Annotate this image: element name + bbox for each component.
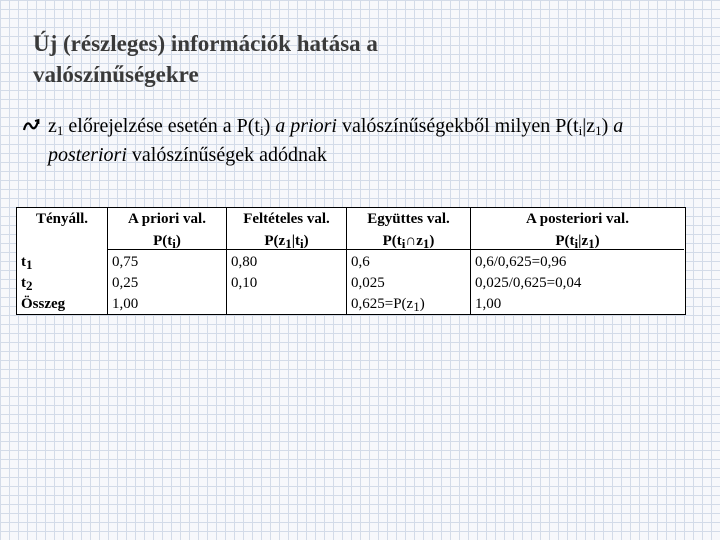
table-cell: 0,10 xyxy=(231,275,258,291)
table-cell: 0,025/0,625=0,04 xyxy=(475,275,582,291)
slide-title-line1: Új (részleges) információk hatása a xyxy=(33,31,378,56)
table-column-state xyxy=(17,208,108,314)
table-header: Együttes val. $P(t_i\cap z_1)$ xyxy=(347,208,470,250)
table-cells xyxy=(475,252,581,315)
table-cell: 0,25 xyxy=(112,275,139,291)
probability-table xyxy=(16,207,686,315)
table-cell: 1,00 xyxy=(112,296,139,312)
table-header: A priori val. $P(t_i)$ xyxy=(108,208,226,250)
table-header: Feltételes val. $P(z_1|t_i)$ xyxy=(227,208,346,250)
table-cell: $t_1$ xyxy=(21,254,33,272)
table-cell: 1,00 xyxy=(475,296,502,312)
table-header: A posteriori val. $P(t_i|z_1)$ xyxy=(471,208,684,250)
table-cell: 0,6 xyxy=(351,254,370,270)
table-cell: Összeg xyxy=(21,296,66,312)
table-cell: $t_2$ xyxy=(21,275,33,293)
table-column-conditional xyxy=(227,208,347,314)
bullet-text: $z_1$ előrejelzése esetén a $P(t_i)$ a priori valószínűségekből milyen $P(t_i|z_1)$ a posteriori valószínűségek adódnak xyxy=(48,115,624,166)
table-column-apriori xyxy=(108,208,227,314)
table-cell: 0,80 xyxy=(231,254,258,270)
table-header: Tényáll. xyxy=(35,211,89,227)
table-cell: 0,6/0,625=0,96 xyxy=(475,254,567,270)
table-cells xyxy=(112,252,138,315)
slide-title xyxy=(33,28,693,90)
table-cell: $0,625=P(z_1)$ xyxy=(351,296,425,314)
table-cell: 0,025 xyxy=(351,275,385,291)
slide-title-line2: valószínűségekre xyxy=(33,62,199,87)
table-cell: 0,75 xyxy=(112,254,139,270)
table-cells xyxy=(231,252,257,294)
table-column-joint xyxy=(347,208,471,314)
table-column-aposteriori xyxy=(471,208,684,314)
table-cells xyxy=(21,252,65,315)
table-cells xyxy=(351,252,425,315)
curved-arrow-bullet-icon xyxy=(22,118,40,132)
